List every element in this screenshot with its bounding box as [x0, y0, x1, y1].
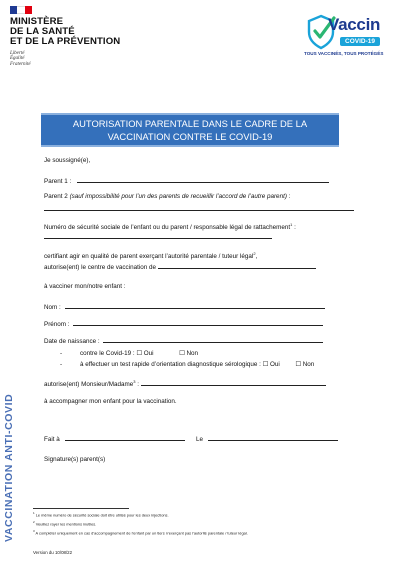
certif-row	[44, 250, 257, 261]
parent2-label: Parent 2	[44, 193, 68, 200]
ministry-header	[10, 6, 150, 67]
covid-option-row	[60, 350, 198, 358]
footnote-divider	[33, 508, 129, 509]
certif-text: certifiant agir en qualité de parent exerçant l’autorité parentale / tuteur légal	[44, 253, 254, 261]
test-oui-label: Oui	[270, 361, 280, 368]
prenom-label: Prénom :	[44, 321, 70, 328]
version-text: Version du 10/08/22	[33, 550, 73, 555]
naissance-label: Date de naissance :	[44, 338, 100, 345]
monsieur-colon: :	[135, 381, 139, 389]
parent1-field[interactable]	[77, 176, 329, 183]
footnote-3-num: 3	[33, 529, 35, 533]
title-banner	[41, 113, 339, 147]
monsieur-field[interactable]	[141, 379, 326, 386]
covid-non-checkbox[interactable]: ☐	[179, 350, 185, 357]
title-line-1: AUTORISATION PARENTALE DANS LE CADRE DE LA	[72, 118, 308, 129]
footnote-2-text: Veuillez rayer les mentions inutiles.	[35, 521, 97, 527]
soussigne-text: Je soussigné(e),	[44, 157, 91, 164]
secu-row	[44, 221, 296, 232]
motto-egalite: Égalité	[10, 56, 25, 62]
bullet-dash: -	[60, 350, 63, 357]
ministry-name-line-2: DE LA SANTÉ	[10, 26, 75, 38]
monsieur-label: autorise(ent) Monsieur/Madame	[44, 381, 134, 389]
footnote-1-num: 1	[33, 511, 35, 515]
nom-label: Nom :	[44, 304, 61, 311]
nom-field[interactable]	[65, 302, 325, 309]
centre-label: autorise(ent) le centre de vaccination de	[44, 264, 157, 271]
monsieur-row	[44, 378, 326, 389]
prenom-field[interactable]	[73, 319, 323, 326]
certif-end: ,	[255, 253, 258, 261]
secu-colon: :	[292, 224, 296, 232]
test-non-label: Non	[302, 361, 315, 368]
test-option-label: à effectuer un test rapide d’orientation diagnostique sérologique :	[80, 361, 261, 368]
secu-label: Numéro de sécurité sociale de l’enfant ou du parent / responsable légal de rattachement	[44, 224, 291, 232]
centre-field[interactable]	[158, 262, 316, 269]
footnote-3	[33, 529, 248, 535]
logo-badge: COVID-19	[340, 37, 380, 46]
covid-non-label: Non	[186, 350, 199, 357]
secu-field[interactable]	[44, 232, 272, 239]
covid-oui-label: Oui	[143, 350, 154, 357]
secu-footnote-ref: 1	[290, 222, 293, 227]
title-line-2: VACCINATION CONTRE LE COVID-19	[107, 130, 273, 142]
covid-option-label: contre le Covid-19 :	[80, 350, 135, 357]
fait-row	[44, 434, 338, 444]
vaccin-logo	[306, 12, 390, 70]
le-field[interactable]	[208, 434, 338, 441]
fait-label: Fait à	[44, 436, 60, 443]
fait-field[interactable]	[65, 434, 185, 441]
parent1-row	[44, 176, 329, 186]
ministry-name-line-3: ET DE LA PRÉVENTION	[10, 36, 121, 48]
centre-row	[44, 262, 316, 272]
naissance-row	[44, 336, 323, 346]
prenom-row	[44, 319, 323, 329]
certif-footnote-ref: 2	[253, 251, 256, 256]
signature-label: Signature(s) parent(s)	[44, 456, 106, 463]
french-flag-icon	[10, 6, 32, 14]
parent2-note: (sauf impossibilité pour l’un des parents de recueillir l’accord de l’autre parent)	[69, 193, 287, 200]
test-option-row	[60, 361, 314, 369]
accompagner-text: à accompagner mon enfant pour la vaccination.	[44, 398, 177, 405]
parent2-field-row	[44, 204, 354, 214]
test-oui-checkbox[interactable]: ☐	[262, 361, 269, 368]
footnote-1-text: Le même numéro de sécurité sociale doit être utilisé pour les deux injections.	[35, 512, 169, 518]
bullet-dash: -	[60, 361, 63, 368]
ministry-name-line-1: MINISTÈRE	[10, 16, 64, 27]
motto-fraternite: Fraternité	[10, 61, 31, 67]
a-vacciner-text: à vacciner mon/notre enfant :	[44, 283, 126, 290]
side-label: VACCINATION ANTI-COVID	[3, 393, 15, 542]
monsieur-footnote-ref: 3	[133, 379, 136, 384]
parent2-field[interactable]	[44, 204, 354, 211]
parent2-colon: :	[286, 193, 291, 200]
covid-oui-checkbox[interactable]: ☐	[136, 350, 143, 357]
test-non-checkbox[interactable]: ☐	[295, 361, 301, 368]
motto-liberte: Liberté	[10, 50, 25, 56]
footnote-2-num: 2	[33, 520, 35, 524]
parent1-label: Parent 1 :	[44, 178, 72, 185]
footnote-2	[33, 520, 96, 526]
parent2-row	[44, 193, 290, 201]
logo-tagline: TOUS VACCINÉS, TOUS PROTÉGÉS	[304, 51, 384, 56]
footnote-1	[33, 511, 169, 517]
logo-word: Vaccin	[328, 15, 381, 34]
nom-row	[44, 302, 325, 312]
naissance-field[interactable]	[103, 336, 323, 343]
secu-field-row	[44, 232, 272, 242]
le-label: Le	[196, 436, 204, 443]
footnote-3-text: A compléter uniquement en cas d’accompagnement de l’enfant par un tiers n’exerçant pas l’autorité parentale / tuteur légal.	[35, 530, 248, 536]
